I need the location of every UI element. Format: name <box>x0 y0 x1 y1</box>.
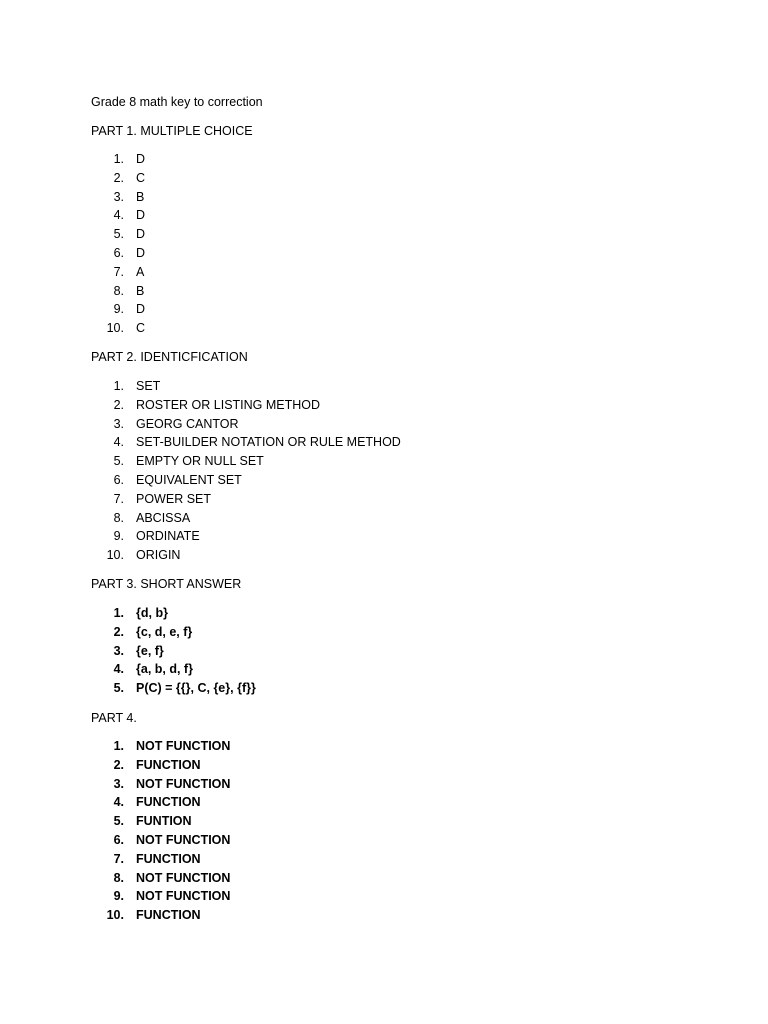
item-number: 3. <box>113 416 124 431</box>
item-number: 9. <box>113 529 124 544</box>
item-number: 3. <box>113 643 124 658</box>
item-answer: ROSTER OR LISTING METHOD <box>136 397 321 412</box>
item-answer: {e, f} <box>136 643 164 658</box>
part-1-heading: PART 1. MULTIPLE CHOICE <box>91 124 253 138</box>
item-number: 3. <box>113 189 124 204</box>
item-number: 7. <box>113 491 124 506</box>
item-number: 3. <box>113 776 124 791</box>
item-answer: P(C) = {{}, C, {e}, {f}} <box>136 681 256 696</box>
item-answer: D <box>136 302 146 317</box>
item-number: 2. <box>113 624 124 639</box>
item-answer: FUNCTION <box>136 851 201 866</box>
item-number: 8. <box>113 283 124 298</box>
item-answer: ORDINATE <box>136 529 200 544</box>
item-answer: FUNCTION <box>136 795 201 810</box>
item-number: 4. <box>113 795 124 810</box>
item-number: 1. <box>113 152 124 166</box>
item-number: 5. <box>113 681 124 696</box>
item-answer: FUNTION <box>136 814 192 829</box>
item-number: 7. <box>113 851 124 866</box>
item-answer: {d, b} <box>136 606 168 620</box>
item-answer: GEORG CANTOR <box>136 416 239 431</box>
item-answer: POWER SET <box>136 491 212 506</box>
item-number: 4. <box>113 435 124 450</box>
item-number: 8. <box>113 870 124 885</box>
document-title: Grade 8 math key to correction <box>91 95 263 109</box>
item-answer: SET <box>136 379 161 393</box>
item-number: 10. <box>106 908 124 923</box>
item-number: 4. <box>113 208 124 223</box>
item-number: 1. <box>113 606 124 620</box>
item-number: 4. <box>113 662 124 677</box>
item-answer: EMPTY OR NULL SET <box>136 454 264 469</box>
item-answer: C <box>136 321 146 336</box>
item-answer: NOT FUNCTION <box>136 889 231 904</box>
item-number: 2. <box>113 397 124 412</box>
item-number: 6. <box>113 833 124 847</box>
item-number: 9. <box>113 302 124 317</box>
item-number: 5. <box>113 814 124 829</box>
item-answer: NOT FUNCTION <box>136 870 231 885</box>
part-2-heading: PART 2. IDENTICFICATION <box>91 350 248 364</box>
item-number: 5. <box>113 454 124 469</box>
item-answer: NOT FUNCTION <box>136 739 231 753</box>
item-number: 5. <box>113 227 124 242</box>
item-answer: B <box>136 283 145 298</box>
item-answer: ORIGIN <box>136 548 181 563</box>
item-number: 2. <box>113 170 124 185</box>
item-number: 2. <box>113 757 124 772</box>
item-number: 6. <box>113 246 124 260</box>
item-number: 6. <box>113 473 124 487</box>
item-answer: D <box>136 246 146 260</box>
item-answer: D <box>136 208 146 223</box>
item-answer: {a, b, d, f} <box>136 662 193 677</box>
item-number: 8. <box>113 510 124 525</box>
part-4-heading: PART 4. <box>91 711 137 725</box>
item-answer: A <box>136 264 145 279</box>
item-answer: ABCISSA <box>136 510 191 525</box>
item-answer: NOT FUNCTION <box>136 776 231 791</box>
item-answer: EQUIVALENT SET <box>136 473 242 487</box>
item-number: 9. <box>113 889 124 904</box>
item-answer: NOT FUNCTION <box>136 833 231 847</box>
item-number: 1. <box>113 739 124 753</box>
item-answer: B <box>136 189 145 204</box>
item-number: 10. <box>106 548 124 563</box>
item-number: 7. <box>113 264 124 279</box>
item-answer: D <box>136 152 146 166</box>
item-answer: FUNCTION <box>136 757 201 772</box>
item-number: 10. <box>106 321 124 336</box>
item-answer: SET-BUILDER NOTATION OR RULE METHOD <box>136 435 401 450</box>
item-number: 1. <box>113 379 124 393</box>
item-answer: {c, d, e, f} <box>136 624 193 639</box>
item-answer: FUNCTION <box>136 908 201 923</box>
item-answer: C <box>136 170 146 185</box>
item-answer: D <box>136 227 146 242</box>
part-3-heading: PART 3. SHORT ANSWER <box>91 577 242 591</box>
